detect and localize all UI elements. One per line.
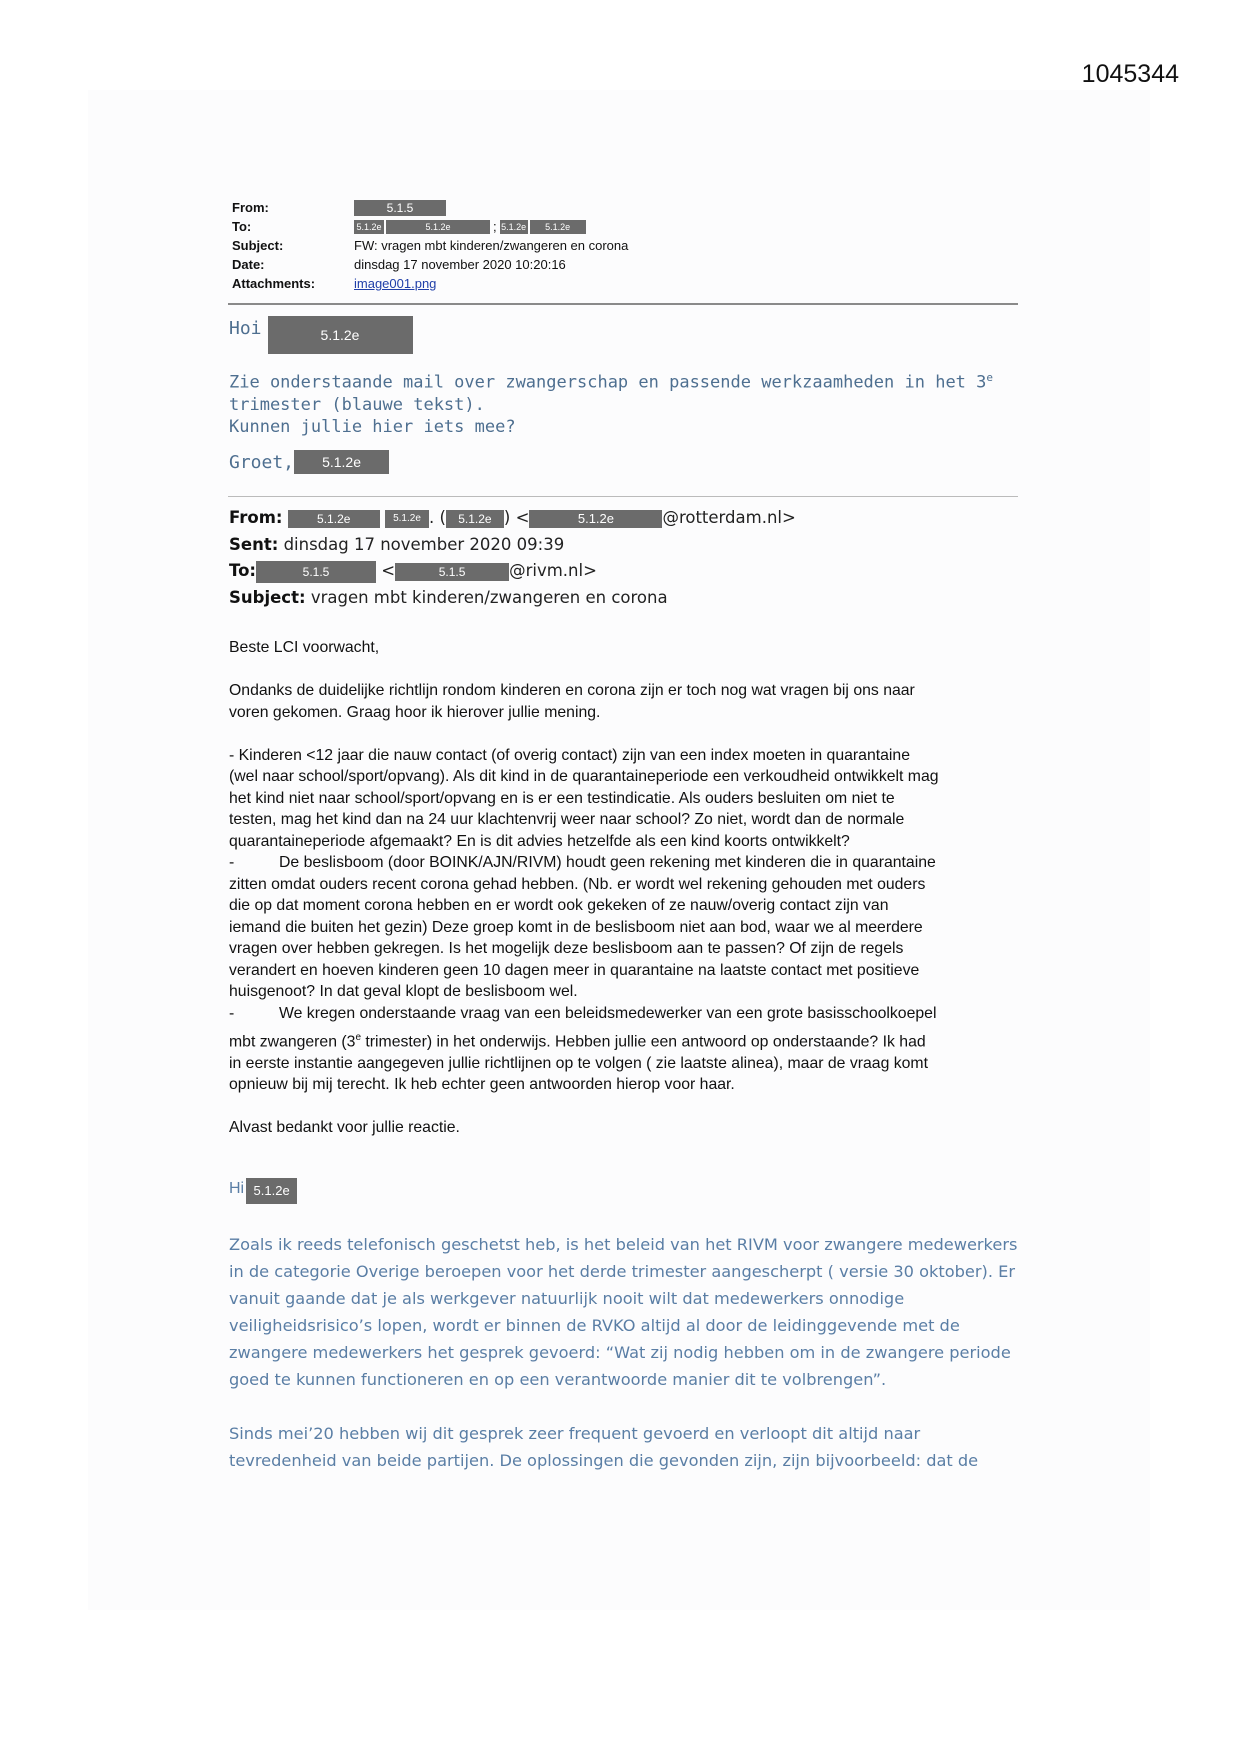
fwd-subject-label: Subject: xyxy=(229,587,306,607)
closing-redaction: 5.1.2e xyxy=(294,450,389,474)
inner-greeting-text: Hi xyxy=(229,1180,245,1197)
body-line: vragen over hebben gekregen. Is het mogelijk deze beslisboom aan te passen? Of zijn de regels xyxy=(229,940,904,957)
fwd-sent-value: dinsdag 17 november 2020 09:39 xyxy=(283,534,565,554)
body-line: testen, mag het kind dan na 24 uur klachtenvrij weer naar school? Zo niet, wordt dan de normale xyxy=(229,811,905,828)
body-line: iemand die buiten het gezin) Deze groep komt in de beslisboom niet aan bod, waar we al meerdere xyxy=(229,918,923,936)
fwd-from-label: From: xyxy=(229,508,283,527)
body-line: voren gekomen. Graag hoor ik hierover jullie mening. xyxy=(229,703,601,721)
fwd-to-redaction: 5.1.5 xyxy=(395,563,509,581)
document-number: 1045344 xyxy=(1081,60,1179,88)
body-line: Ondanks de duidelijke richtlijn rondom kinderen en corona zijn er toch nog wat vragen bij ons naar xyxy=(229,682,915,699)
body-line: De beslisboom (door BOINK/AJN/RIVM) houdt geen rekening met kinderen die in quarantaine xyxy=(279,854,936,871)
inner-line: goed te kunnen functioneren en op een verantwoorde manier dit te volbrengen”. xyxy=(229,1370,887,1389)
body-line: mbt zwangeren (3 xyxy=(229,1033,356,1051)
fwd-from-redaction: 5.1.2e xyxy=(288,510,380,528)
body-line: het kind niet naar school/sport/opvang en is er een testindicatie. Als ouders besluiten om niet te xyxy=(229,789,895,807)
reply-message xyxy=(229,367,1029,438)
body-line: trimester) in het onderwijs. Hebben jullie een antwoord op onderstaande? Ik had xyxy=(361,1033,926,1051)
body-line: We kregen onderstaande vraag van een beleidsmedewerker van een grote basisschoolkoepel xyxy=(279,1004,937,1022)
from-label: From: xyxy=(232,200,269,215)
inner-greeting xyxy=(229,1180,297,1204)
email-header xyxy=(232,198,628,293)
superscript: e xyxy=(986,371,994,384)
to-label: To: xyxy=(232,219,252,234)
inner-line: tevredenheid van beide partijen. De oplossingen die gevonden zijn, zijn bijvoorbeeld: dat de xyxy=(229,1451,979,1470)
fwd-to-domain: @rivm.nl> xyxy=(509,561,597,580)
inner-line: vanuit gaande dat je als werkgever natuurlijk nooit wilt dat medewerkers onnodige xyxy=(229,1289,905,1308)
thanks-line: Alvast bedankt voor jullie reactie. xyxy=(229,1119,460,1137)
closing-text: Groet, xyxy=(229,452,295,473)
fwd-subject-value: vragen mbt kinderen/zwangeren en corona xyxy=(310,587,668,607)
fwd-to-label: To: xyxy=(229,561,256,580)
reply-greeting xyxy=(229,318,413,354)
header-divider xyxy=(228,303,1018,305)
body-line: die op dat moment corona hebben en er wordt ook gekeken of ze nauw/overig contact zijn van xyxy=(229,897,889,914)
body-line: - Kinderen <12 jaar die nauw contact (of overig contact) zijn van een index moeten in quarantaine xyxy=(229,746,911,764)
fwd-sent-label: Sent: xyxy=(229,534,279,554)
body-line: huisgenoot? In dat geval klopt de beslisboom wel. xyxy=(229,983,578,1000)
salutation: Beste LCI voorwacht, xyxy=(229,639,380,656)
forwarded-header: From: 5.1.2e 5.1.2e . ( 5.1.2e ) < 5.1.2e @rotterdam.nl> Sent: dinsdag 17 november 2020 09:39 To: 5.1.5 < 5.1.5 @rivm.nl> Subject: vragen mbt kinderen/zwangeren en corona xyxy=(229,508,796,607)
forward-divider xyxy=(228,496,1018,497)
to-redaction: 5.1.2e xyxy=(501,221,527,232)
to-redaction: 5.1.2e xyxy=(386,220,490,234)
body-line: quarantaineperiode afgemaakt? En is dit advies hetzelfde als een kind koorts ontwikkelt? xyxy=(229,832,850,850)
list-dash: - xyxy=(229,854,235,871)
fwd-from-domain: @rotterdam.nl> xyxy=(662,508,796,527)
fwd-to-redaction: 5.1.5 xyxy=(256,561,376,583)
superscript: e xyxy=(355,1032,361,1043)
fwd-from-redaction: 5.1.2e xyxy=(529,510,662,528)
inner-paragraph-2 xyxy=(229,1420,1029,1474)
body-line: in eerste instantie aangegeven jullie richtlijnen op te volgen ( zie laatste alinea), maar de vraag komt xyxy=(229,1054,928,1072)
list-dash: - xyxy=(229,1004,235,1022)
inner-line: in de categorie Overige beroepen voor het derde trimester aangescherpt ( versie 30 oktober). Er xyxy=(229,1262,1015,1281)
to-redaction: 5.1.2e xyxy=(530,220,586,234)
inner-paragraph-1 xyxy=(229,1231,1029,1393)
attachments-label: Attachments: xyxy=(232,276,316,291)
fwd-from-redaction: 5.1.2e xyxy=(385,510,429,528)
fwd-from-redaction: 5.1.2e xyxy=(446,510,504,528)
date-value: dinsdag 17 november 2020 10:20:16 xyxy=(354,257,566,272)
body-line: opnieuw bij mij terecht. Ik heb echter geen antwoorden hierop voor haar. xyxy=(229,1076,735,1094)
body-line: (wel naar school/sport/opvang). Als dit kind in de quarantaineperiode een verkoudheid ontwikkelt mag xyxy=(229,768,939,785)
subject-value: FW: vragen mbt kinderen/zwangeren en corona xyxy=(354,238,629,253)
inner-line: zwangere medewerkers het gesprek gevoerd: “Wat zij nodig hebben om in de zwangere periode xyxy=(229,1343,1011,1362)
from-redaction: 5.1.5 xyxy=(354,200,446,216)
reply-line: Kunnen jullie hier iets mee? xyxy=(229,416,516,437)
subject-label: Subject: xyxy=(232,238,284,253)
greeting-redaction: 5.1.2e xyxy=(268,316,413,354)
reply-line: Zie onderstaande mail over zwangerschap en passende werkzaamheden in het 3 xyxy=(229,372,987,393)
to-separator: ; xyxy=(493,219,497,234)
reply-closing xyxy=(229,452,389,474)
inner-line: veiligheidsrisico’s lopen, wordt er binnen de RVKO altijd al door de leidinggevende met de xyxy=(229,1316,960,1335)
body-line: zitten omdat ouders recent corona gehad hebben. (Nb. er wordt wel rekening gehouden met ouders xyxy=(229,875,926,893)
body-line: verandert en hoeven kinderen geen 10 dagen meer in quarantaine na laatste contact met positieve xyxy=(229,961,920,979)
date-label: Date: xyxy=(232,257,265,272)
inner-line: Zoals ik reeds telefonisch geschetst heb, is het beleid van het RIVM voor zwangere medewerkers xyxy=(229,1235,1018,1254)
reply-line: trimester (blauwe tekst). xyxy=(229,394,485,415)
greeting-text: Hoi xyxy=(229,318,262,339)
to-redaction: 5.1.2e xyxy=(354,220,384,234)
inner-greeting-redaction: 5.1.2e xyxy=(246,1178,297,1204)
inner-line: Sinds mei’20 hebben wij dit gesprek zeer frequent gevoerd en verloopt dit altijd naar xyxy=(229,1424,921,1443)
email-body xyxy=(229,637,1029,1139)
attachment-link[interactable]: image001.png xyxy=(354,276,437,291)
